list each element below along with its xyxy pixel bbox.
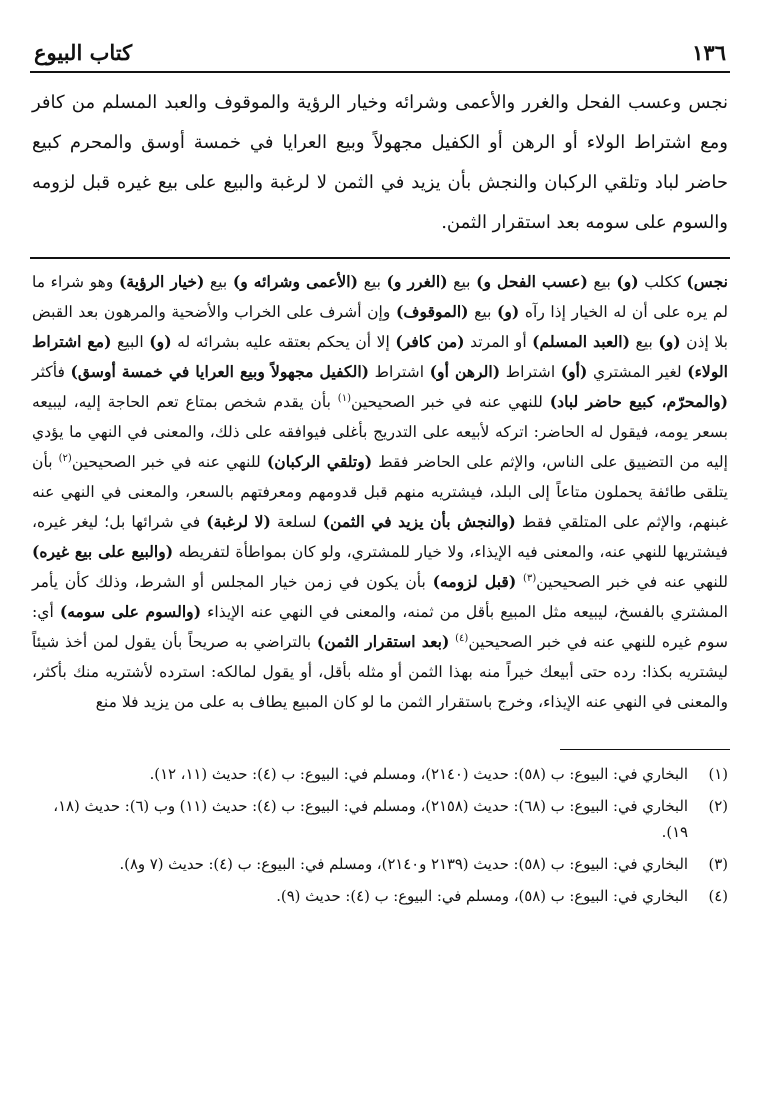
footnote-number: (١) (708, 766, 728, 784)
sharh-run: لغير المشتري (587, 363, 688, 382)
sharh-run: اشتراط (500, 363, 561, 382)
sharh-run: إلا أن يحكم بعتقه عليه بشرائه له (171, 333, 396, 352)
sharh-bold-run: (لا لرغبة) (206, 512, 271, 532)
sharh-run: لسلعة (270, 513, 323, 532)
footnote-separator (560, 749, 730, 750)
footnote-item (32, 762, 728, 788)
sharh-run: للنهي عنه في خبر الصحيحين (536, 573, 728, 592)
sharh-bold-run: (والمحرّم، كبيع حاضر لباد) (549, 392, 728, 412)
matn-divider (30, 257, 730, 259)
sharh-bold-run: (الموقوف) (395, 302, 469, 322)
sharh-bold-run: (من كافر) (395, 332, 465, 352)
sharh-bold-run: (و) (149, 332, 172, 352)
sharh-run: بيع (468, 303, 497, 322)
matn-text: نجس وعسب الفحل والغرر والأعمى وشرائه وخيار الرؤية والموقوف والعبد المسلم من كافر ومع اشتراط الولاء أو الرهن أو الكفيل مجهولاً وبيع العرايا في خمسة أوسق والمحرم كبيع حاضر لباد وتلقي الركبان والنجش بأن يزيد في الثمن لا لرغبة والبيع على بيع غيره قبل لزومه والسوم على سومه بعد استقرار الثمن. (32, 92, 728, 234)
sharh-run: بأن يتلقى طائفة يحملون متاعاً إلى البلد، فيشتريه منهم قبل قدومهم ومعرفتهم بالسعر، والمعنى في النهي عنه غبنهم، والإثم على المتلقي فقط (32, 453, 728, 532)
sharh-bold-run: (وتلقي الركبان) (266, 452, 373, 472)
sharh-run: اشتراط (369, 363, 430, 382)
sharh-bold-run: (و) (497, 302, 520, 322)
footnote-text: البخاري في: البيوع: ب (٥٨): حديث (٢١٤٠)، ومسلم في: البيوع: ب (٤): حديث (١١، ١٢). (149, 766, 688, 784)
sharh-bold-run: (خيار الرؤية) (118, 272, 205, 292)
sharh-bold-run: (و) (658, 332, 681, 352)
footnote-ref: (٤) (455, 633, 469, 644)
sharh-bold-run: (مع اشتراط الولاء) (32, 332, 728, 382)
footnote-ref: (٣) (523, 573, 537, 584)
footnote-item (32, 852, 728, 878)
footnote-item (32, 794, 728, 846)
sharh-run: للنهي عنه في خبر الصحيحين (350, 393, 550, 412)
footnote-ref: (٢) (58, 453, 72, 464)
footnote-text: البخاري في: البيوع: ب (٥٨)، ومسلم في: البيوع: ب (٤): حديث (٩). (276, 888, 688, 906)
sharh-bold-run: (والنجش بأن يزيد في الثمن) (322, 512, 516, 532)
sharh-run: أي: سوم غيره للنهي عنه في خبر الصحيحين (32, 603, 729, 652)
footnote-item (32, 884, 728, 910)
footnote-text: البخاري في: البيوع: ب (٥٨): حديث (٢١٣٩ و٢١٤٠)، ومسلم في: البيوع: ب (٤): حديث (٧ و٨). (119, 856, 688, 874)
sharh-bold-run: (الأعمى وشرائه و) (232, 272, 359, 292)
sharh-run: وإن أشرف على الخراب والأضحية والمرهون بعد القبض بلا إذن (32, 303, 728, 352)
sharh-bold-run: (والسوم على سومه) (59, 602, 202, 622)
sharh-run: بيع (204, 273, 233, 292)
sharh-run: للنهي عنه في خبر الصحيحين (71, 453, 267, 472)
sharh-run: بيع (447, 273, 477, 292)
sharh-bold-run: (الغرر و) (386, 272, 448, 292)
sharh-run: ككلب (638, 273, 687, 292)
sharh-run: أو المرتد (464, 333, 533, 352)
sharh-run: بيع (358, 273, 387, 292)
page-number: ١٣٦ (692, 40, 726, 65)
sharh-bold-run: (العبد المسلم) (532, 332, 630, 352)
sharh-run: وهو شراء ما لم يره على أن له الخيار إذا رآه (32, 273, 728, 322)
sharh-bold-run: (والبيع على بيع غيره) (32, 542, 174, 562)
sharh-run: بالتراضي به صريحاً بأن يقول لمن أخذ شيئاً ليشتريه بكذا: رده حتى أبيعك خيراً منه بهذا الثمن أو مثله بأقل، أو يقول لمالكه: استرده لأشتريه منك بأكثر، والمعنى في النهي عنه الإيذاء، وخرج باستقرار الثمن ما لو كان المبيع يطاف به على من يزيد فلا منع (32, 633, 728, 712)
sharh-run: فأكثر (32, 363, 71, 382)
sharh-bold-run: (عسب الفحل و) (476, 272, 588, 292)
sharh-bold-run: (أو) (560, 362, 588, 382)
chapter-title: كتاب البيوع (34, 40, 133, 65)
sharh-run: بأن يكون في زمن خيار المجلس أو الشرط، وذلك كأن يأمر المشتري بالفسخ، ليبيعه مثل المبيع بأقل من ثمنه، والمعنى في النهي عنه الإيذاء (32, 573, 729, 622)
sharh-run: البيع (111, 333, 150, 352)
footnote-number: (٢) (708, 798, 728, 816)
page-header (30, 40, 730, 73)
footnotes-list (30, 762, 730, 910)
sharh-commentary (30, 267, 730, 717)
sharh-bold-run: (بعد استقرار الثمن) (316, 632, 450, 652)
sharh-run: بأن يقدم شخص بمتاع تعم الحاجة إليه، ليبيعه بسعر يومه، فيقول له الحاضر: اتركه لأبيعه على التدريج بأغلى فيوافقه على ذلك، والمعنى في النهي ما يؤدي إليه من التضييق على الناس، والإثم على الحاضر فقط (32, 393, 728, 472)
sharh-run: بيع (587, 273, 617, 292)
sharh-bold-run: (الكفيل مجهولاً وبيع العرايا في خمسة أوسق) (70, 362, 370, 382)
sharh-bold-run: نجس) (686, 272, 728, 292)
sharh-bold-run: (الرهن أو) (429, 362, 501, 382)
sharh-bold-run: (قبل لزومه) (432, 572, 517, 592)
footnote-text: البخاري في: البيوع: ب (٦٨): حديث (٢١٥٨)، ومسلم في: البيوع: ب (٤): حديث (١١) وب (٦): حديث (١٨، ١٩). (53, 798, 688, 842)
footnote-number: (٣) (708, 856, 728, 874)
footnote-ref: (١) (337, 393, 351, 404)
sharh-bold-run: (و) (616, 272, 639, 292)
sharh-run: بيع (629, 333, 659, 352)
sharh-run: في شرائها بل؛ ليغر غيره، فيشتريها للنهي عنه، والمعنى فيه الإيذاء، ولا خيار للمشتري، ولو كان بمواطأة لتفريطه (32, 513, 728, 562)
footnote-number: (٤) (708, 888, 728, 906)
